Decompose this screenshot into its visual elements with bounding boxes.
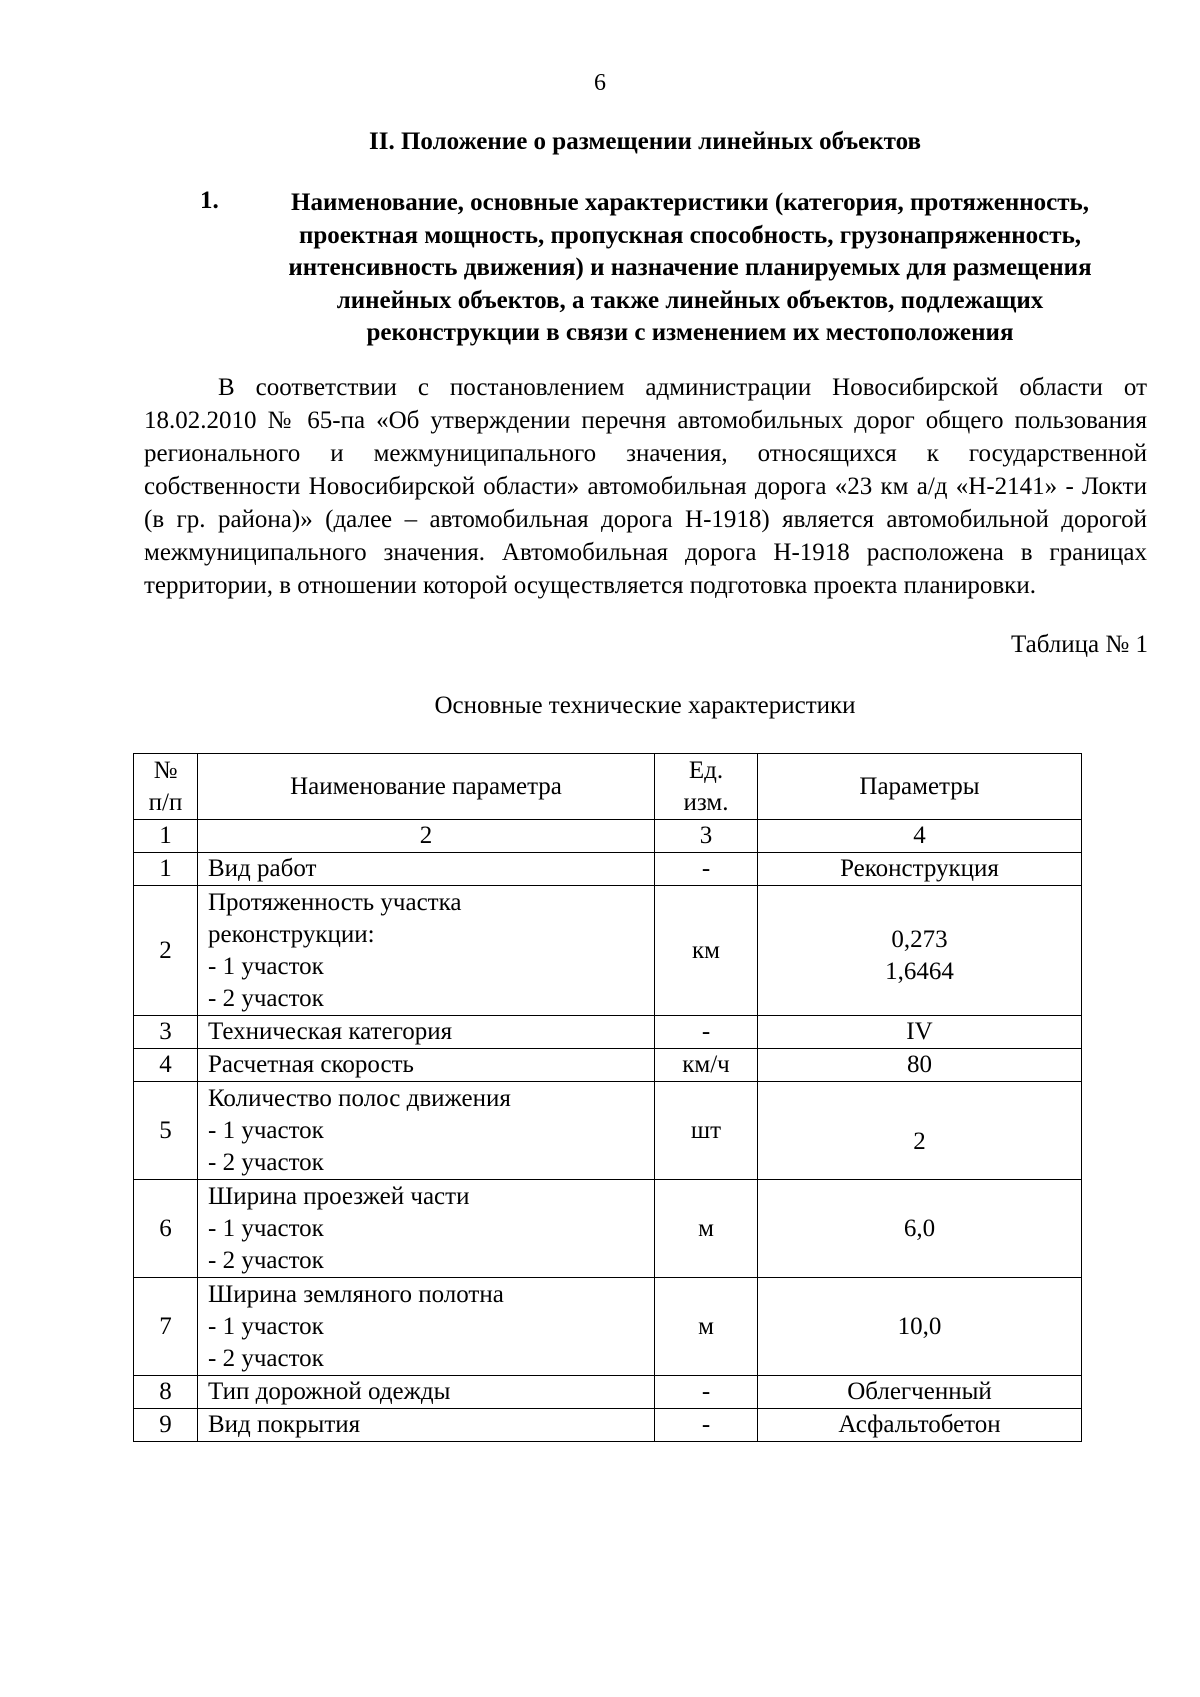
row-name-line: - 1 участок bbox=[208, 952, 324, 980]
row-name: Расчетная скорость bbox=[198, 1049, 655, 1082]
row-name-line: - 2 участок bbox=[208, 1246, 324, 1274]
column-number: 4 bbox=[758, 820, 1082, 853]
table-row bbox=[134, 1409, 1082, 1442]
row-name bbox=[198, 1278, 655, 1376]
column-number: 2 bbox=[198, 820, 655, 853]
heading-line: реконструкции в связи с изменением их местоположения bbox=[366, 319, 1014, 346]
row-value: 6,0 bbox=[758, 1180, 1082, 1278]
specs-table bbox=[133, 753, 1082, 1442]
row-name-line: - 2 участок bbox=[208, 1148, 324, 1176]
body-paragraph bbox=[144, 371, 1147, 602]
row-name: Вид покрытия bbox=[198, 1409, 655, 1442]
row-num: 4 bbox=[134, 1049, 198, 1082]
row-name bbox=[198, 1180, 655, 1278]
page-number: 6 bbox=[594, 70, 606, 96]
row-name-line: - 1 участок bbox=[208, 1116, 324, 1144]
table-row bbox=[134, 1082, 1082, 1180]
row-value-line: 2 bbox=[913, 1127, 926, 1155]
body-paragraph-text: В соответствии с постановлением администрации Новосибирской области от 18.02.2010 № 65-па «Об утверждении перечня автомобильных дорог общего пользования регионального и межмуниципального значения, относящихся к государственной собственности Новосибирской области» автомобильная дорога «23 км а/д «Н-2141» - Локти (в гр. района)» (далее – автомобильная дорога Н-1918) является автомобильной дорогой межмуниципального значения. Автомобильная дорога Н-1918 расположена в границах территории, в отношении которой осуществляется подготовка проекта планировки. bbox=[144, 374, 1147, 599]
column-number-row bbox=[134, 820, 1082, 853]
row-unit: шт bbox=[655, 1082, 758, 1180]
row-name: Тип дорожной одежды bbox=[198, 1376, 655, 1409]
row-num: 9 bbox=[134, 1409, 198, 1442]
table-row bbox=[134, 853, 1082, 886]
table-row bbox=[134, 1278, 1082, 1376]
row-value bbox=[758, 886, 1082, 1016]
heading-line: интенсивность движения) и назначение планируемых для размещения bbox=[288, 254, 1092, 281]
row-name bbox=[198, 886, 655, 1016]
row-unit: м bbox=[655, 1180, 758, 1278]
table-row bbox=[134, 1016, 1082, 1049]
header-num-line1: № bbox=[153, 756, 178, 784]
row-value: Асфальтобетон bbox=[758, 1409, 1082, 1442]
row-name-line: Количество полос движения bbox=[208, 1084, 511, 1112]
row-name-line: реконструкции: bbox=[208, 920, 375, 948]
row-name: Вид работ bbox=[198, 853, 655, 886]
row-value: 80 bbox=[758, 1049, 1082, 1082]
row-value-line: 1,6464 bbox=[885, 957, 954, 985]
table-row bbox=[134, 1180, 1082, 1278]
row-num: 1 bbox=[134, 853, 198, 886]
row-name-line: - 2 участок bbox=[208, 984, 324, 1012]
row-unit: - bbox=[655, 853, 758, 886]
header-params: Параметры bbox=[758, 754, 1082, 820]
table-row bbox=[134, 1049, 1082, 1082]
heading-line: проектная мощность, пропускная способность, грузонапряженность, bbox=[298, 221, 1082, 249]
row-num: 5 bbox=[134, 1082, 198, 1180]
table-label: Таблица № 1 bbox=[1010, 631, 1148, 658]
heading-line: Наименование, основные характеристики (категория, протяженность, bbox=[291, 189, 1089, 216]
heading-line: линейных объектов, а также линейных объектов, подлежащих bbox=[336, 286, 1044, 314]
row-unit: м bbox=[655, 1278, 758, 1376]
row-value-line: 0,273 bbox=[891, 925, 948, 953]
row-unit: км bbox=[655, 886, 758, 1016]
header-name: Наименование параметра bbox=[198, 754, 655, 820]
row-value bbox=[758, 1082, 1082, 1180]
row-unit: км/ч bbox=[655, 1049, 758, 1082]
row-unit: - bbox=[655, 1016, 758, 1049]
section-title: II. Положение о размещении линейных объектов bbox=[369, 128, 921, 155]
table-caption: Основные технические характеристики bbox=[434, 692, 856, 719]
row-name-line: Протяженность участка bbox=[208, 888, 462, 916]
row-name-line: Ширина земляного полотна bbox=[208, 1280, 504, 1308]
row-value: IV bbox=[758, 1016, 1082, 1049]
row-num: 2 bbox=[134, 886, 198, 1016]
header-unit bbox=[655, 754, 758, 820]
column-number: 1 bbox=[134, 820, 198, 853]
heading-text bbox=[230, 187, 1150, 350]
row-value: Облегченный bbox=[758, 1376, 1082, 1409]
row-name-line: - 1 участок bbox=[208, 1214, 324, 1242]
row-value: 10,0 bbox=[758, 1278, 1082, 1376]
row-name: Техническая категория bbox=[198, 1016, 655, 1049]
header-num-line2: п/п bbox=[148, 788, 183, 816]
header-unit-line2: изм. bbox=[683, 788, 729, 816]
row-num: 6 bbox=[134, 1180, 198, 1278]
row-value: Реконструкция bbox=[758, 853, 1082, 886]
row-name-line: - 1 участок bbox=[208, 1312, 324, 1340]
row-name-line: - 2 участок bbox=[208, 1344, 324, 1372]
header-num bbox=[134, 754, 198, 820]
row-unit: - bbox=[655, 1409, 758, 1442]
header-unit-line1: Ед. bbox=[688, 756, 724, 784]
row-num: 8 bbox=[134, 1376, 198, 1409]
table-row bbox=[134, 886, 1082, 1016]
table-row bbox=[134, 1376, 1082, 1409]
row-num: 7 bbox=[134, 1278, 198, 1376]
row-name-line: Ширина проезжей части bbox=[208, 1182, 470, 1210]
row-unit: - bbox=[655, 1376, 758, 1409]
heading-number: 1. bbox=[200, 187, 219, 214]
row-num: 3 bbox=[134, 1016, 198, 1049]
column-number: 3 bbox=[655, 820, 758, 853]
row-name bbox=[198, 1082, 655, 1180]
table-header-row bbox=[134, 754, 1082, 820]
